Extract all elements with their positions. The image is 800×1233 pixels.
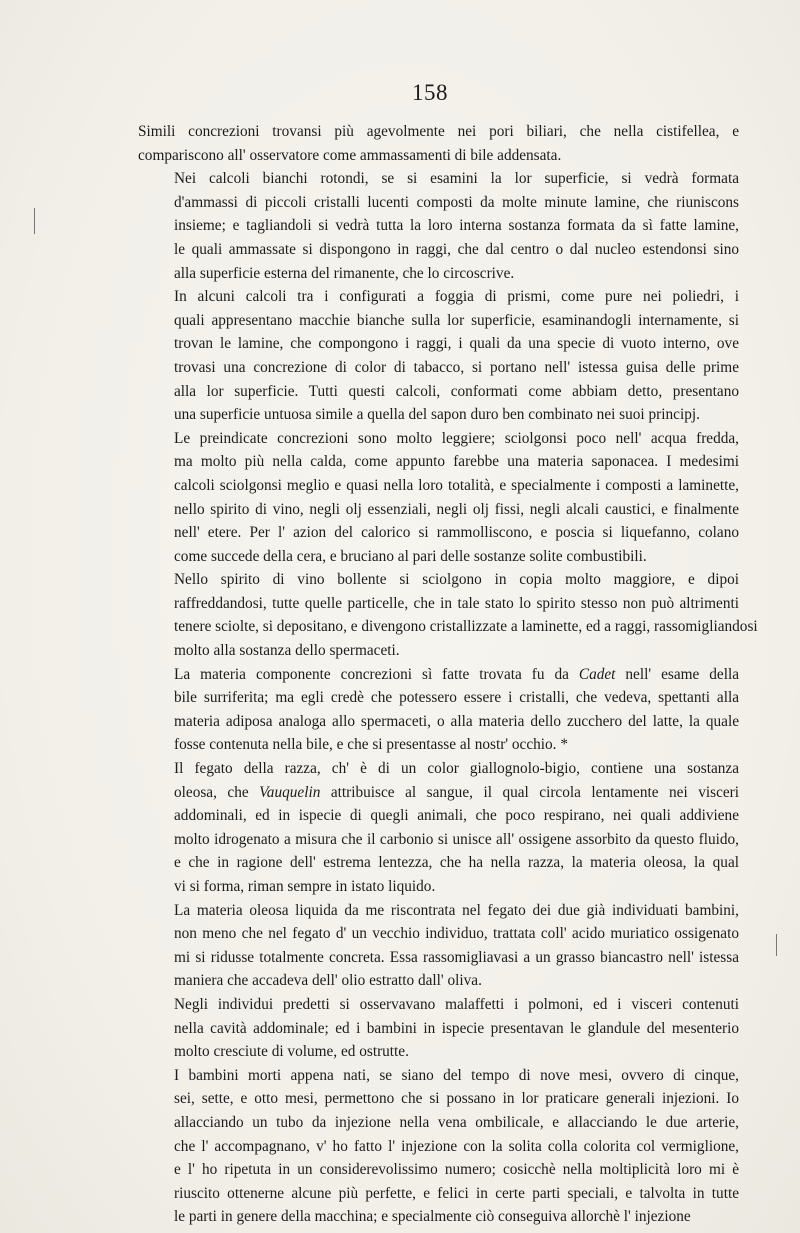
- text-line: molto cresciute di volume, ed ostrutte.: [174, 1043, 409, 1061]
- text-line: I bambini morti appena nati, se siano del tempo di nove mesi, ovvero di cinque,: [174, 1066, 739, 1084]
- text-line: compariscono all' osservatore come ammassamenti di bile addensata.: [138, 146, 562, 164]
- text-line: tenere sciolte, si depositano, e divengono cristallizzate a laminette, ed a raggi, rassomigliandosi: [174, 618, 758, 636]
- text-line: calcoli sciolgonsi meglio e quasi nella loro totalità, e specialmente i composti a laminette,: [174, 476, 739, 494]
- text-line: sei, sette, e otto mesi, permettono che si possano in lor praticare generali injezioni. Io: [174, 1090, 739, 1108]
- text-line: mi si ridusse totalmente concreta. Essa rassomigliavasi a un grasso biancastro nell' istessa: [174, 948, 739, 966]
- text-line: ma molto più nella calda, come appunto farebbe una materia saponacea. I medesimi: [174, 453, 739, 471]
- text-line: trovasi una concrezione di color di tabacco, si portano nell' istessa guisa delle prime: [174, 358, 739, 376]
- text-line: Il fegato della razza, ch' è di un color giallognolo-bigio, contiene una sostanza: [174, 760, 739, 778]
- margin-mark-right: [776, 934, 777, 956]
- paragraph: [138, 427, 739, 569]
- text-line: raffreddandosi, tutte quelle particelle, che in tale stato lo spirito stesso non può altrimenti: [174, 594, 739, 612]
- text-line: addominali, ed in ispecie di quegli animali, che poco respirano, nei quali addiviene: [174, 807, 739, 825]
- text-line: Negli individui predetti si osservavano malaffetti i polmoni, ed i visceri contenuti: [174, 995, 739, 1013]
- text-line: insieme; e tagliandoli si vedrà tutta la loro interna sostanza formata da sì fatte lamine,: [174, 217, 739, 235]
- text-line: non meno che nel fegato d' un vecchio individuo, trattata coll' acido muriatico ossigenato: [174, 925, 739, 943]
- body-text: [138, 120, 758, 1229]
- text-line: bile surriferita; ma egli credè che potessero essere i cristalli, che vedeva, spettanti alla: [174, 689, 739, 707]
- paragraph: [138, 899, 739, 993]
- text-line: In alcuni calcoli tra i configurati a foggia di prismi, come pure nei poliedri, i: [174, 288, 739, 306]
- text-line: Nei calcoli bianchi rotondi, se si esamini la lor superficie, si vedrà formata: [174, 170, 739, 188]
- text-line: La materia oleosa liquida da me riscontrata nel fegato dei due già individuati bambini,: [174, 901, 739, 919]
- paragraph: [138, 757, 739, 899]
- text-line: alla superficie esterna del rimanente, che lo circoscrive.: [174, 264, 515, 282]
- text-line: Nello spirito di vino bollente si sciolgono in copia molto maggiore, e dipoi: [174, 571, 739, 589]
- text-line: e che in ragione dell' estrema lentezza, che ha nella razza, la materia oleosa, la qual: [174, 854, 739, 872]
- page-number: 158: [412, 80, 448, 105]
- text-line: oleosa, che Vauquelin attribuisce al sangue, il qual circola lentamente nei visceri: [174, 783, 740, 801]
- text-line: una superficie untuosa simile a quella del sapon duro ben combinato nei suoi principj.: [174, 406, 700, 424]
- text-line: maniera che accadeva dell' olio estratto dall' oliva.: [174, 972, 482, 990]
- paragraph: [138, 167, 739, 285]
- text-line: molto idrogenato a misura che il carbonio si unisce all' ossigene assorbito da questo fluido,: [174, 830, 739, 848]
- text-line: alla lor superficie. Tutti questi calcoli, conformati come abbiam detto, presentano: [174, 382, 739, 400]
- paragraph: [138, 663, 739, 757]
- paragraph: [138, 993, 739, 1064]
- text-line: e l' ho ripetuta in un considerevolissimo numero; cosicchè nella moltiplicità loro mi è: [174, 1161, 739, 1179]
- text-line: che l' accompagnano, v' ho fatto l' injezione con la solita colla colorita col vermiglione,: [174, 1137, 739, 1155]
- text-line: materia adiposa analoga allo spermaceti, o alla materia dello zucchero del latte, la quale: [174, 712, 739, 730]
- text-line: vi si forma, riman sempre in istato liquido.: [174, 878, 436, 895]
- paragraph: [138, 285, 739, 427]
- paragraph: [138, 120, 739, 167]
- text-line: nello spirito di vino, negli olj essenziali, negli olj fissi, negli alcali caustici, e finalmente: [174, 500, 739, 518]
- text-line: Simili concrezioni trovansi più agevolmente nei pori biliari, che nella cistifellea, e: [138, 123, 739, 140]
- margin-mark-left: [34, 208, 35, 234]
- text-line: le parti in genere della macchina; e specialmente ciò conseguiva allorchè l' injezione: [174, 1208, 691, 1226]
- text-line: allacciando un tubo da injezione nella vena ombilicale, e allacciando le due arterie,: [174, 1113, 739, 1131]
- text-line: riuscito ottenerne alcune più perfette, e felici in certe parti speciali, e talvolta in tutte: [174, 1184, 739, 1202]
- text-line: Le preindicate concrezioni sono molto leggiere; sciolgonsi poco nell' acqua fredda,: [174, 429, 739, 447]
- text-line: fosse contenuta nella bile, e che si presentasse al nostr' occhio. *: [174, 736, 568, 754]
- text-line: nell' etere. Per l' azion del calorico si rammolliscono, e poscia si liquefanno, colano: [174, 524, 739, 542]
- paragraph: [138, 568, 758, 662]
- text-line: quali appresentano macchie bianche sulla lor superficie, esaminandogli internamente, si: [174, 311, 739, 329]
- text-line: come succede della cera, e bruciano al pari delle sostanze solite combustibili.: [174, 547, 647, 565]
- text-line: d'ammassi di piccoli cristalli lucenti composti da molte minute lamine, che riuniscons: [174, 193, 739, 211]
- text-line: le quali ammassate si dispongono in raggi, che dal centro o dal nucleo estendonsi sino: [174, 240, 739, 258]
- text-line: trovan le lamine, che compongono i raggi, i quali da una specie di vuoto interno, ove: [174, 335, 739, 353]
- paragraph: [138, 1064, 739, 1229]
- text-line: molto alla sostanza dello spermaceti.: [174, 642, 400, 660]
- text-line: La materia componente concrezioni sì fatte trovata fu da Cadet nell' esame della: [174, 665, 739, 683]
- text-line: nella cavità addominale; ed i bambini in ispecie presentavan le glandule del mesenterio: [174, 1019, 739, 1037]
